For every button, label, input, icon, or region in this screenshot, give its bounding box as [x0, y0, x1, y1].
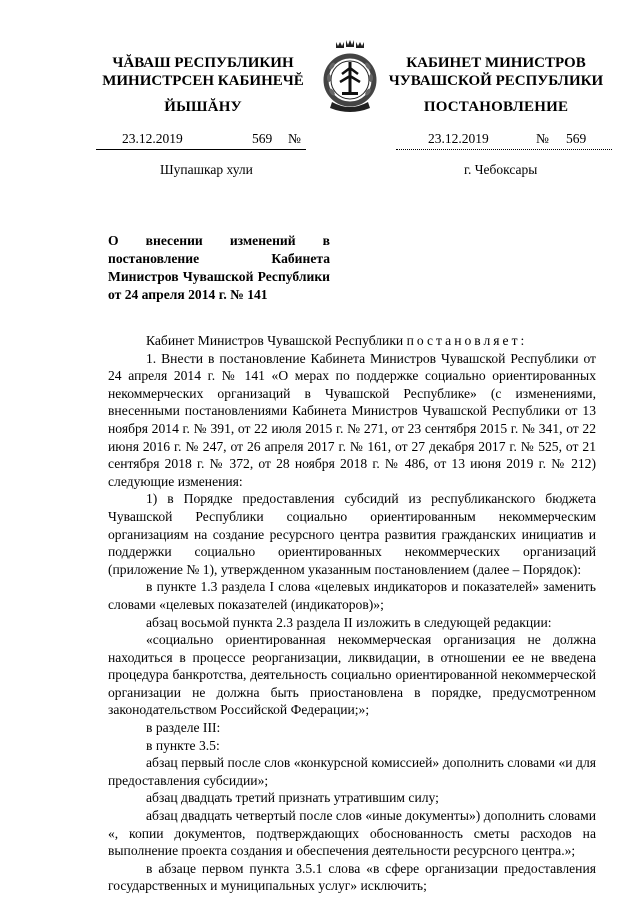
header-right-kind: ПОСТАНОВЛЕНИЕ	[423, 99, 569, 115]
intro-paragraph	[108, 332, 596, 350]
place-right: г. Чебоксары	[464, 162, 538, 177]
date-right: 23.12.2019	[428, 131, 489, 146]
date-left: 23.12.2019	[122, 131, 183, 146]
header-right-line1: КАБИНЕТ МИНИСТРОВ	[406, 55, 586, 71]
number-sign-right: №	[536, 131, 549, 146]
header-left-kind: ЙЫШĂНУ	[164, 99, 242, 115]
header-left-line1: ЧĂВАШ РЕСПУБЛИКИН	[112, 55, 294, 71]
number-sign-left: №	[288, 131, 301, 146]
paragraph-9: абзац двадцать третий признать утратившим силу;	[146, 790, 439, 806]
paragraph-11: в абзаце первом пункта 3.5.1 слова «в сфере организации предоставления государственных и муниципальных услуг» исключить;	[108, 860, 596, 894]
paragraph-6: в разделе III:	[146, 720, 221, 736]
header-right-org	[380, 54, 612, 90]
paragraph-10: абзац двадцать четвертый после слов «иные документы») дополнить словами «, копии документов, подтверждающих обоснованность сметы расходов на выполнение проекта создания и обеспечения деятельности ресурсного центра.»;	[108, 808, 596, 859]
intro-text: Кабинет Министров Чувашской Республики	[146, 333, 407, 348]
paragraph-1: 1. Внести в постановление Кабинета Министров Чувашской Республики от 24 апреля 2014 г. № 141 «О мерах по поддержке социально ориентированных некоммерческих организаций в Чувашской Республике» (с изменениями, внесенными постановлениями Кабинета Министров Чувашской Республики от 13 ноября 2014 г. № 391, от 22 июля 2015 г. № 271, от 23 сентября 2015 г. № 341, от 22 июня 2016 г. № 247, от 26 апреля 2017 г. № 161, от 27 декабря 2017 г. № 525, от 21 сентября 2018 г. № 372, от 28 ноября 2018 г. № 486, от 13 июня 2019 г. № 212) следующие изменения:	[108, 350, 596, 489]
paragraph-4: абзац восьмой пункта 2.3 раздела II изложить в следующей редакции:	[146, 614, 552, 630]
document-body	[108, 332, 596, 895]
paragraph-2: 1) в Порядке предоставления субсидий из республиканского бюджета Чувашской Республики социально ориентированным некоммерческим организациям на создание ресурсного центра развития гражданских инициатив и поддержки социально ориентированных некоммерческих организаций (приложение № 1), утвержденном указанным постановлением (далее – Порядок):	[108, 491, 596, 577]
header-left-org	[88, 54, 318, 90]
header-right-line2: ЧУВАШСКОЙ РЕСПУБЛИКИ	[388, 73, 604, 89]
place-left: Шупашкар хули	[160, 162, 253, 177]
header-left-line2: МИНИСТРСЕН КАБИНЕЧĔ	[102, 73, 304, 89]
paragraph-7: в пункте 3.5:	[146, 737, 220, 753]
number-right: 569	[566, 131, 587, 146]
date-number-line-right	[396, 131, 612, 150]
paragraph-3: в пункте 1.3 раздела I слова «целевых индикаторов и показателей» заменить словами «целевых показателей (индикаторов)»;	[108, 579, 596, 612]
date-number-line-left	[96, 131, 306, 150]
paragraph-5: «социально ориентированная некоммерческая организация не должна находиться в процессе реорганизации, ликвидации, в отношении ее не введена процедура банкротства, деятельность социально ориентированной некоммерческой организации не должна быть приостановлена в порядке, предусмотренном законодательством Российской Федерации;»;	[108, 632, 596, 718]
chuvash-coat-of-arms-icon	[322, 38, 378, 112]
paragraph-8: абзац первый после слов «конкурсной комиссией» дополнить словами «и для предоставления субсидии»;	[108, 755, 596, 788]
number-left: 569	[252, 131, 273, 146]
intro-resolves: постановляет:	[406, 333, 528, 348]
document-subject: О внесении изменений в постановление Кабинета Министров Чувашской Республики от 24 апреля 2014 г. № 141	[108, 233, 330, 302]
